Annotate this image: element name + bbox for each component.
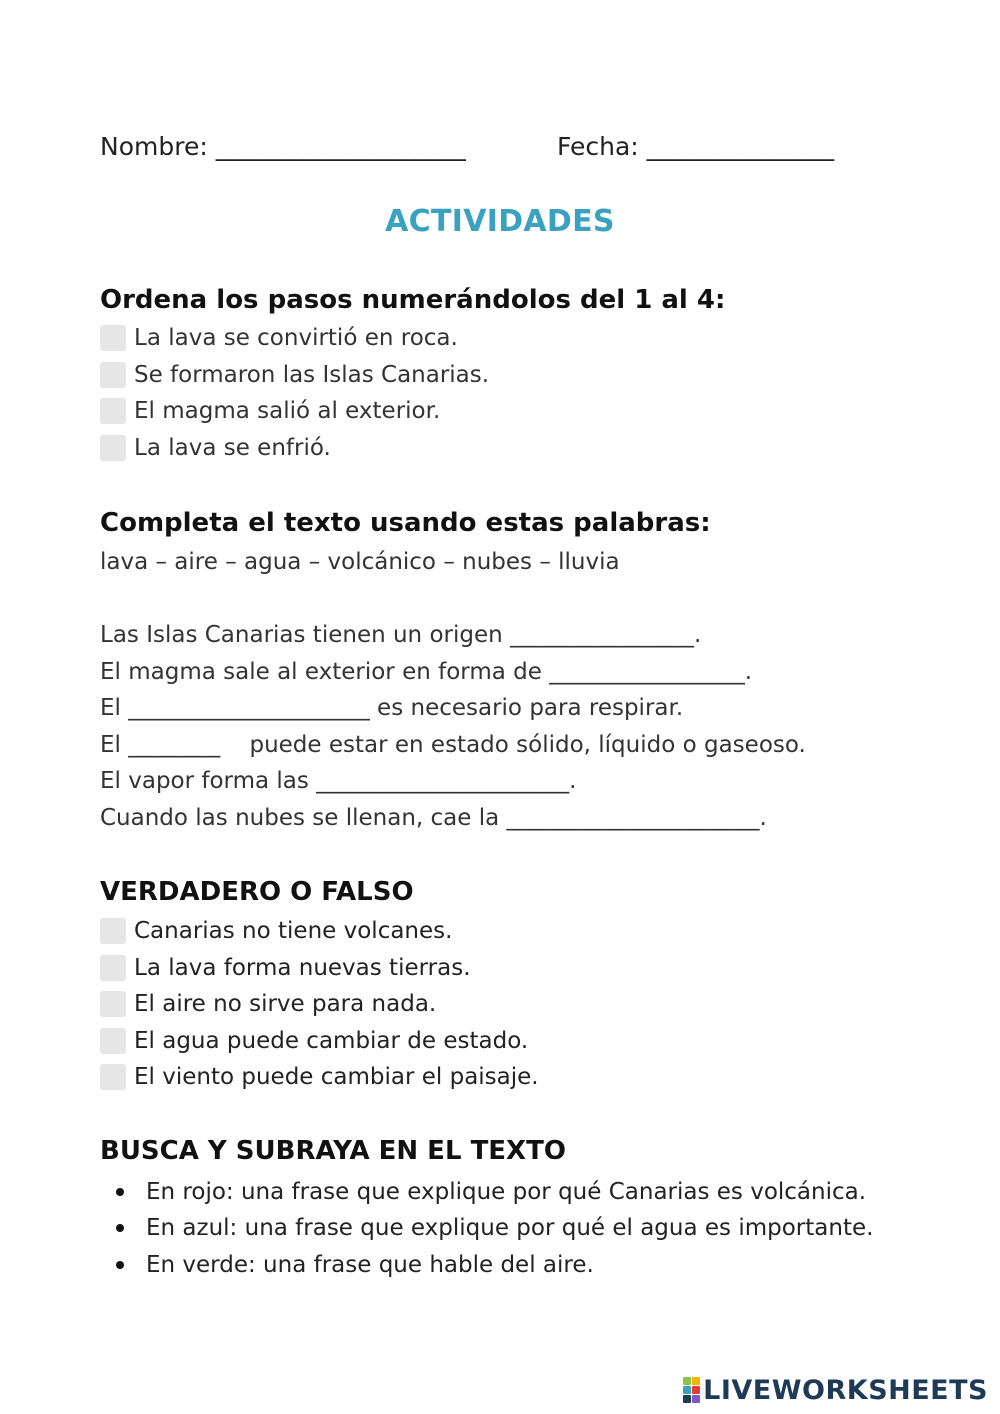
truefalse-item — [100, 989, 436, 1019]
fill-line: El vapor forma las ______________________. — [100, 768, 577, 794]
truefalse-item — [100, 1062, 539, 1092]
truefalse-item-text: El viento puede cambiar el paisaje. — [134, 1064, 539, 1090]
order-answer-box[interactable] — [100, 325, 126, 351]
fill-line: El magma sale al exterior en forma de _________________. — [100, 659, 753, 685]
complete-heading: Completa el texto usando estas palabras: — [100, 508, 711, 538]
name-field-label: Nombre: ____________________ — [100, 132, 466, 161]
fill-line: Cuando las nubes se llenan, cae la ______________________. — [100, 805, 767, 831]
order-item — [100, 396, 440, 426]
bullet-icon — [116, 1188, 124, 1196]
truefalse-answer-box[interactable] — [100, 1064, 126, 1090]
truefalse-item-text: El agua puede cambiar de estado. — [134, 1028, 529, 1054]
truefalse-answer-box[interactable] — [100, 991, 126, 1017]
logo-text: LIVEWORKSHEETS — [703, 1374, 988, 1406]
find-bullet-text: En verde: una frase que hable del aire. — [146, 1252, 594, 1278]
find-bullet-item — [116, 1213, 873, 1243]
order-item — [100, 360, 489, 390]
truefalse-item — [100, 916, 452, 946]
bullet-icon — [116, 1224, 124, 1232]
order-item-text: La lava se convirtió en roca. — [134, 325, 458, 351]
truefalse-answer-box[interactable] — [100, 1028, 126, 1054]
order-item-text: Se formaron las Islas Canarias. — [134, 362, 490, 388]
order-answer-box[interactable] — [100, 362, 126, 388]
find-bullet-text: En rojo: una frase que explique por qué Canarias es volcánica. — [146, 1179, 867, 1205]
order-heading: Ordena los pasos numerándolos del 1 al 4: — [100, 285, 726, 315]
bullet-icon — [116, 1261, 124, 1269]
truefalse-item-text: Canarias no tiene volcanes. — [134, 918, 453, 944]
logo-mark-icon — [683, 1377, 700, 1403]
order-item-text: El magma salió al exterior. — [134, 398, 441, 424]
order-item — [100, 433, 331, 463]
liveworksheets-logo — [683, 1374, 988, 1406]
truefalse-answer-box[interactable] — [100, 918, 126, 944]
word-bank: lava – aire – agua – volcánico – nubes – lluvia — [100, 549, 620, 575]
order-item-text: La lava se enfrió. — [134, 435, 331, 461]
truefalse-answer-box[interactable] — [100, 955, 126, 981]
order-item — [100, 323, 458, 353]
truefalse-heading: VERDADERO O FALSO — [100, 877, 414, 907]
truefalse-item — [100, 953, 471, 983]
find-bullet-item — [116, 1250, 594, 1280]
fill-line: El _____________________ es necesario para respirar. — [100, 695, 684, 721]
truefalse-item — [100, 1026, 528, 1056]
fill-line: El ________ puede estar en estado sólido, líquido o gaseoso. — [100, 732, 806, 758]
order-answer-box[interactable] — [100, 398, 126, 424]
truefalse-item-text: El aire no sirve para nada. — [134, 991, 437, 1017]
page-title: ACTIVIDADES — [385, 204, 615, 239]
truefalse-item-text: La lava forma nuevas tierras. — [134, 955, 471, 981]
order-answer-box[interactable] — [100, 435, 126, 461]
find-bullet-text: En azul: una frase que explique por qué el agua es importante. — [146, 1215, 874, 1241]
find-bullet-item — [116, 1177, 866, 1207]
date-field-label: Fecha: _______________ — [557, 132, 835, 161]
find-heading: BUSCA Y SUBRAYA EN EL TEXTO — [100, 1136, 566, 1166]
fill-line: Las Islas Canarias tienen un origen ________________. — [100, 622, 702, 648]
